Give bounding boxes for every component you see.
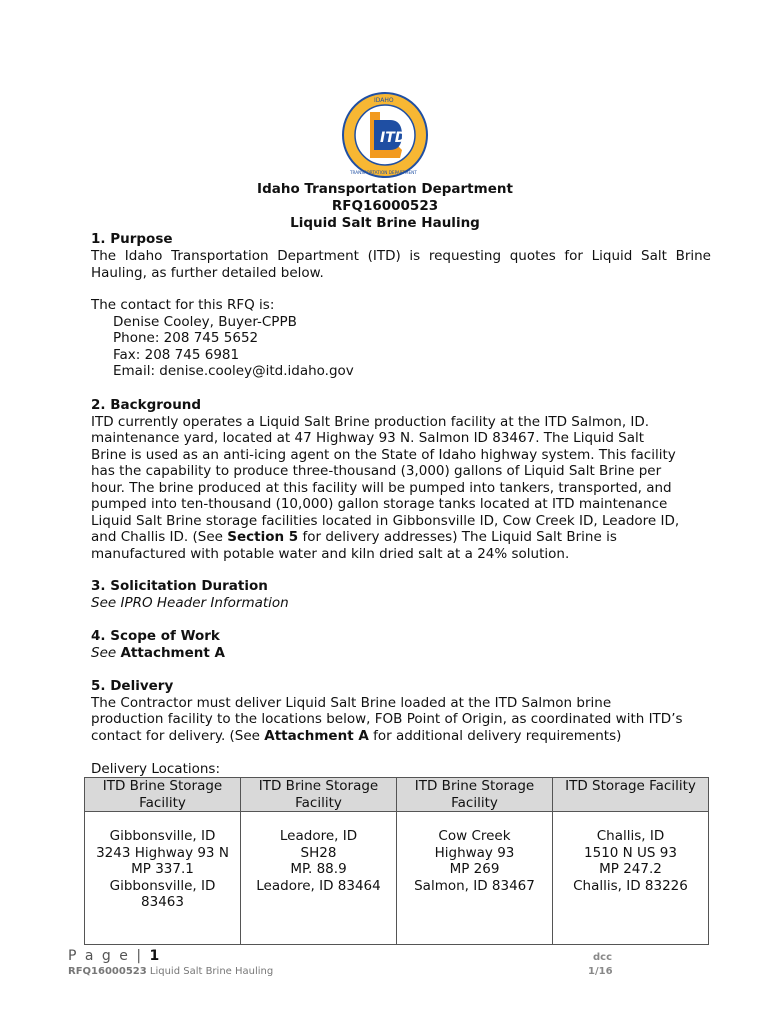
footer-page-of: 1/16 [588, 966, 613, 977]
background-line: ITD currently operates a Liquid Salt Brine production facility at the ITD Salmon, ID. [91, 414, 650, 430]
delivery-line: production facility to the locations below, FOB Point of Origin, as coordinated with ITD’s [91, 711, 683, 727]
attachment-a-reference: Attachment A [120, 645, 225, 661]
background-line: has the capability to produce three-thousand (3,000) gallons of Liquid Salt Brine per [91, 463, 662, 479]
table-cell-challis: Challis, ID 1510 N US 93 MP 247.2 Challis, ID 83226 [553, 812, 709, 945]
background-line: manufactured with potable water and kiln dried salt at a 24% solution. [91, 546, 570, 562]
background-line: Liquid Salt Brine storage facilities located in Gibbonsville ID, Cow Creek ID, Leadore ID, [91, 513, 680, 529]
duration-text: See IPRO Header Information [91, 595, 289, 611]
itd-logo [340, 90, 430, 180]
contact-fax: Fax: 208 745 6981 [113, 347, 240, 363]
table-header-row [85, 778, 709, 812]
scope-text: See Attachment A [91, 645, 225, 661]
table-header-cell: ITD Brine Storage Facility [241, 778, 397, 812]
background-line: maintenance yard, located at 47 Highway 93 N. Salmon ID 83467. The Liquid Salt [91, 430, 645, 446]
table-cell-leadore: Leadore, ID SH28 MP. 88.9 Leadore, ID 83464 [241, 812, 397, 945]
table-header-cell: ITD Brine Storage Facility [85, 778, 241, 812]
header-rfq-number: RFQ16000523 [331, 198, 439, 214]
delivery-locations-table [84, 777, 709, 945]
purpose-heading: 1. Purpose [91, 231, 173, 247]
delivery-heading: 5. Delivery [91, 678, 174, 694]
logo-center-text: ITD [380, 130, 407, 146]
logo-ring-bottom-text: TRANSPORTATION DEPARTMENT [350, 170, 417, 175]
scope-heading: 4. Scope of Work [91, 628, 220, 644]
itd-logo-icon [340, 90, 430, 180]
table-cell-cow-creek: Cow Creek Highway 93 MP 269 Salmon, ID 83467 [397, 812, 553, 945]
background-heading: 2. Background [91, 397, 202, 413]
background-line: hour. The brine produced at this facility will be pumped into tankers, transported, and [91, 480, 672, 496]
contact-phone: Phone: 208 745 5652 [113, 330, 259, 346]
logo-ring-top-text: IDAHO [374, 97, 394, 104]
purpose-body: The Idaho Transportation Department (ITD) is requesting quotes for Liquid Salt Brine Hauling, as further detailed below. [91, 248, 711, 281]
footer-page-number: P a g e | 1 [68, 948, 160, 964]
footer-reference: RFQ16000523 Liquid Salt Brine Hauling [68, 966, 274, 977]
background-line: and Challis ID. (See Section 5 for delivery addresses) The Liquid Salt Brine is [91, 529, 617, 545]
delivery-line: The Contractor must deliver Liquid Salt Brine loaded at the ITD Salmon brine [91, 695, 612, 711]
background-line: pumped into ten-thousand (10,000) gallon storage tanks located at ITD maintenance [91, 496, 668, 512]
delivery-locations-label: Delivery Locations: [91, 761, 221, 777]
header-title: Liquid Salt Brine Hauling [290, 215, 480, 231]
contact-email: Email: denise.cooley@itd.idaho.gov [113, 363, 354, 379]
table-cell-gibbonsville: Gibbonsville, ID 3243 Highway 93 N MP 337.1 Gibbonsville, ID 83463 [85, 812, 241, 945]
section-5-reference: Section 5 [227, 529, 299, 545]
header-department: Idaho Transportation Department [257, 181, 513, 197]
background-line: Brine is used as an anti-icing agent on the State of Idaho highway system. This facility [91, 447, 676, 463]
contact-name: Denise Cooley, Buyer-CPPB [113, 314, 297, 330]
footer-initials: dcc [593, 952, 613, 963]
table-header-cell: ITD Brine Storage Facility [397, 778, 553, 812]
contact-intro: The contact for this RFQ is: [91, 297, 275, 313]
attachment-a-reference: Attachment A [264, 728, 369, 744]
duration-heading: 3. Solicitation Duration [91, 578, 268, 594]
table-row [85, 812, 709, 945]
delivery-line: contact for delivery. (See Attachment A for additional delivery requirements) [91, 728, 622, 744]
table-header-cell: ITD Storage Facility [553, 778, 709, 812]
